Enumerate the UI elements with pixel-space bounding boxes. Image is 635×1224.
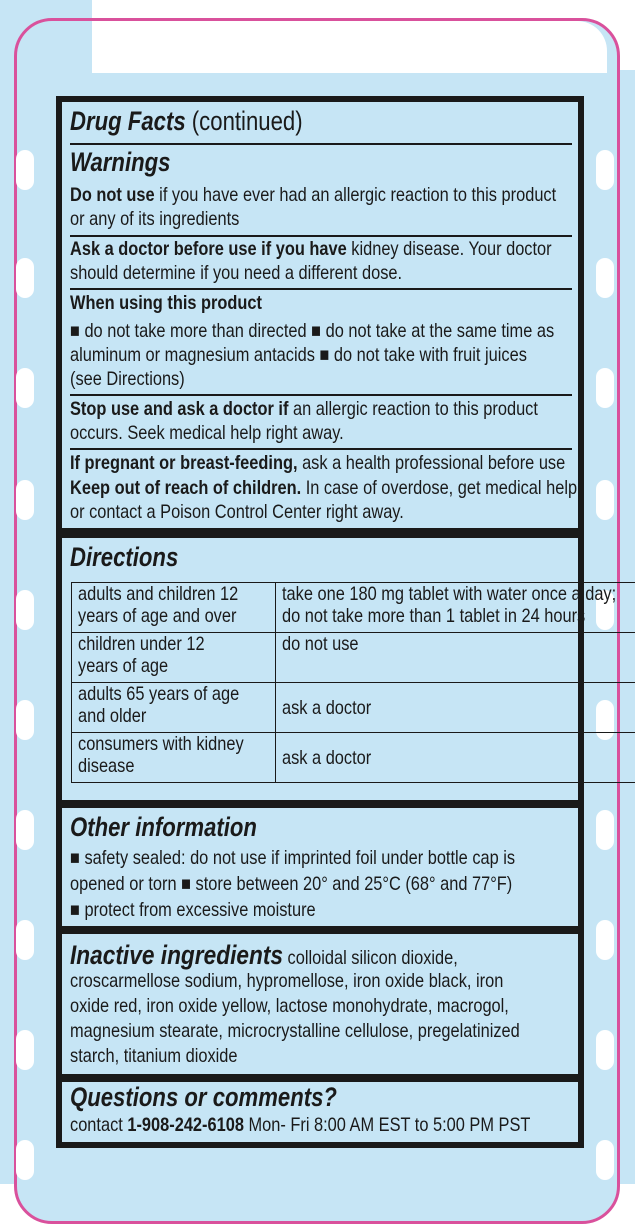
stop-use-text: Stop use and ask a doctor if an allergic reaction to this product xyxy=(70,398,538,420)
contact-text: contact 1-908-242-6108 Mon- Fri 8:00 AM EST to 5:00 PM PST xyxy=(70,1114,530,1136)
phone-number: 1-908-242-6108 xyxy=(127,1114,244,1136)
other-information-text: ■ safety sealed: do not use if imprinted foil under bottle cap is xyxy=(70,847,515,869)
other-information-text: opened or torn ■ store between 20° and 25°C (68° and 77°F) xyxy=(70,873,512,895)
inactive-ingredients-text: magnesium stearate, microcrystalline cellulose, pregelatinized xyxy=(70,1020,520,1042)
ask-doctor-text: Ask a doctor before use if you have kidney disease. Your doctor xyxy=(70,238,552,260)
warnings-heading: Warnings xyxy=(70,147,170,178)
other-information-section xyxy=(62,808,578,926)
table-cell-who: adults 65 years of age and older xyxy=(72,683,276,733)
table-cell-dose: ask a doctor xyxy=(276,733,635,783)
perforation-hole xyxy=(16,810,34,850)
directions-section xyxy=(62,538,578,800)
perforation-hole xyxy=(596,258,614,298)
table-cell-dose: ask a doctor xyxy=(276,683,635,733)
keep-out-text: Keep out of reach of children. In case of overdose, get medical help xyxy=(70,477,577,499)
perforation-hole xyxy=(16,368,34,408)
divider xyxy=(70,143,572,145)
inactive-ingredients-text: starch, titanium dioxide xyxy=(70,1045,238,1067)
directions-heading: Directions xyxy=(70,542,178,573)
perforation-hole xyxy=(16,920,34,960)
when-using-text: aluminum or magnesium antacids ■ do not take with fruit juices xyxy=(70,344,527,366)
table-row xyxy=(72,683,635,733)
perforation-hole xyxy=(16,1030,34,1070)
keep-out-text: or contact a Poison Control Center right away. xyxy=(70,501,404,523)
table-cell-dose: take one 180 mg tablet with water once a day; do not take more than 1 tablet in 24 hours xyxy=(276,583,635,633)
table-cell-who: children under 12 years of age xyxy=(72,633,276,683)
when-using-text: (see Directions) xyxy=(70,368,185,390)
inactive-ingredients-section xyxy=(62,934,578,1074)
questions-section xyxy=(62,1082,578,1142)
divider xyxy=(70,448,572,450)
perforation-hole xyxy=(16,480,34,520)
perforation-hole xyxy=(596,1030,614,1070)
inactive-ingredients-text: croscarmellose sodium, hypromellose, iron oxide black, iron xyxy=(70,970,503,992)
table-cell-who: consumers with kidney disease xyxy=(72,733,276,783)
do-not-use-text: Do not use if you have ever had an allergic reaction to this product xyxy=(70,184,556,206)
perforation-hole xyxy=(16,150,34,190)
perforation-hole xyxy=(16,1140,34,1180)
warnings-section xyxy=(62,102,578,528)
inactive-ingredients-text: Inactive ingredients colloidal silicon dioxide, xyxy=(70,940,458,970)
perforation-hole xyxy=(596,150,614,190)
perforation-hole xyxy=(596,920,614,960)
table-cell-dose: do not use xyxy=(276,633,635,683)
when-using-heading: When using this product xyxy=(70,292,262,314)
perforation-hole xyxy=(596,368,614,408)
label-top-area xyxy=(92,21,607,73)
pregnant-text: If pregnant or breast-feeding, ask a health professional before use xyxy=(70,452,565,474)
do-not-use-text: or any of its ingredients xyxy=(70,208,239,230)
divider xyxy=(70,288,572,290)
when-using-text: ■ do not take more than directed ■ do not take at the same time as xyxy=(70,320,554,342)
divider xyxy=(70,394,572,396)
other-information-heading: Other information xyxy=(70,812,257,843)
drug-facts-title: Drug Facts (continued) xyxy=(70,106,303,137)
other-information-text: ■ protect from excessive moisture xyxy=(70,899,316,921)
inactive-ingredients-text: oxide red, iron oxide yellow, lactose monohydrate, macrogol, xyxy=(70,995,509,1017)
ask-doctor-text: should determine if you need a different dose. xyxy=(70,262,402,284)
table-row xyxy=(72,633,635,683)
divider xyxy=(70,235,572,237)
perforation-hole xyxy=(596,1140,614,1180)
stop-use-text: occurs. Seek medical help right away. xyxy=(70,422,344,444)
perforation-hole xyxy=(596,480,614,520)
perforation-hole xyxy=(16,590,34,630)
perforation-hole xyxy=(596,810,614,850)
perforation-hole xyxy=(16,258,34,298)
directions-table xyxy=(71,582,635,783)
table-cell-who: adults and children 12 years of age and over xyxy=(72,583,276,633)
table-row xyxy=(72,583,635,633)
perforation-hole xyxy=(16,700,34,740)
questions-heading: Questions or comments? xyxy=(70,1082,337,1113)
table-row xyxy=(72,733,635,783)
